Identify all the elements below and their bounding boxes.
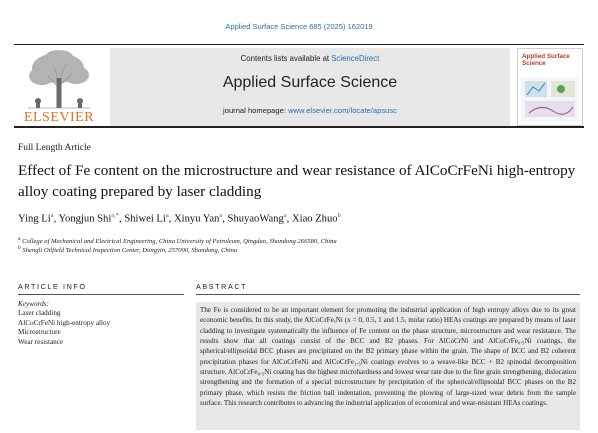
journal-info-panel (110, 48, 510, 126)
journal-name[interactable]: Applied Surface Science (222, 74, 398, 91)
author-name[interactable]: Shiwei Li (124, 213, 166, 225)
author-name[interactable]: Yongjun Shi (58, 213, 112, 225)
journal-header (14, 44, 584, 128)
affiliation-a (18, 236, 578, 245)
author-name[interactable]: Xinyu Yan (174, 213, 220, 225)
cover-graphic-icon (521, 77, 579, 121)
abstract-panel (196, 302, 580, 430)
affiliation-text: College of Mechanical and Electrical Engineering, China University of Petroleum, Qingdao, Shandong 266580, China (22, 238, 337, 246)
elsevier-logo[interactable] (14, 48, 104, 126)
elsevier-wordmark: ELSEVIER (23, 110, 95, 125)
affiliation-b (18, 245, 578, 254)
author-list: Ying Li$^a$, Yongjun Shi$^{a,*}$, Shiwei Li$^a$, Xinyu Yan$^a$, ShuyaoWang$^a$, Xiao Zhuo$^b$ (18, 212, 341, 225)
author-affiliation-marker[interactable]: a (165, 212, 169, 219)
author-affiliation-marker[interactable]: a (50, 212, 54, 219)
keyword-item[interactable]: Microstructure (18, 328, 61, 337)
article-title: Effect of Fe content on the microstructure and wear resistance of AlCoCrFeNi high-entropy alloy coating prepared by laser cladding (18, 162, 576, 200)
elsevier-tree-icon (18, 48, 100, 110)
header-bottom-rule (14, 126, 584, 128)
affiliation-marker: b (18, 245, 21, 251)
author-name[interactable]: Xiao Zhuo (291, 213, 338, 225)
author-affiliation-marker[interactable]: b (337, 212, 341, 219)
abstract-rule (196, 294, 580, 295)
affiliation-text: Shengli Oilfield Technical Inspection Center, Dongyin, 257000, Shandong, China (22, 247, 238, 255)
author-affiliation-marker[interactable]: a,* (111, 212, 120, 219)
keywords-label: Keywords: (18, 300, 49, 308)
journal-reference-link[interactable]: Applied Surface Science 685 (2025) 162019 (225, 22, 373, 31)
keyword-item[interactable]: Laser cladding (18, 309, 61, 317)
abstract-text: The Fe is considered to be an important element for promoting the industrial application of high entropy alloys due to its great economic benefits. In this study, the AlCoCrFeₓNi (x = 0, 0.5, 1 and 1.5, molar ratio) HEAs coatings are prepared by means of laser cladding to investigate systematically the influence of Fe content on the phase structure, microstructure and wear resistance. The results show that all coatings consist of the BCC and B2 phases. For AlCoCrNi and AlCoCrFe₀.₅Ni coatings, the spherical/ellipsoidal BCC phases are precipitated on the B2 primary phase within the grain. The shape of BCC and B2 coherent precipitation phases for AlCoCrFeNi and AlCoCrFe₁.₅Ni coatings evolves to a weave-like BCC + B2 spinodal decomposition structure. AlCoCrFe₀.₅Ni coating has the highest microhardness and lowest wear rate due to the fine grain strengthening, dislocation strengthening and the formation of a special microstructure by precipitation of the spherical/ellipsoidal BCC phases on the B2 primary phase, which resists the friction ball indentation, preventing the plowing of large-sized wear debris from the sample surface. This research contributes to advancing the industrial application of economical and wear-resistant HEAs coatings. (200, 306, 576, 408)
sciencedirect-link[interactable]: ScienceDirect (331, 54, 380, 63)
contents-line (110, 54, 510, 63)
header-top-rule (14, 44, 584, 45)
article-type: Full Length Article (18, 143, 91, 153)
author-affiliation-marker[interactable]: a (219, 212, 223, 219)
abstract-heading: ABSTRACT (196, 282, 248, 291)
homepage-line (110, 106, 510, 115)
author-name[interactable]: ShuyaoWang (227, 213, 284, 225)
journal-cover-image[interactable] (517, 48, 583, 126)
article-info-heading: ARTICLE INFO (18, 282, 87, 291)
homepage-link[interactable]: www.elsevier.com/locate/apsusc (288, 106, 397, 115)
affiliation-marker: a (18, 236, 21, 242)
keyword-item[interactable]: Wear resistance (18, 337, 64, 346)
article-info-rule (18, 294, 184, 295)
contents-prefix: Contents lists available at (240, 54, 332, 63)
author-name[interactable]: Ying Li (18, 213, 51, 225)
cover-title: Applied Surface Science (522, 53, 570, 67)
keyword-list (18, 309, 110, 347)
keyword-item[interactable]: AlCoCrFeNi high-entropy alloy (18, 318, 111, 327)
author-affiliation-marker[interactable]: a (283, 212, 287, 219)
homepage-prefix: journal homepage: (223, 106, 289, 115)
